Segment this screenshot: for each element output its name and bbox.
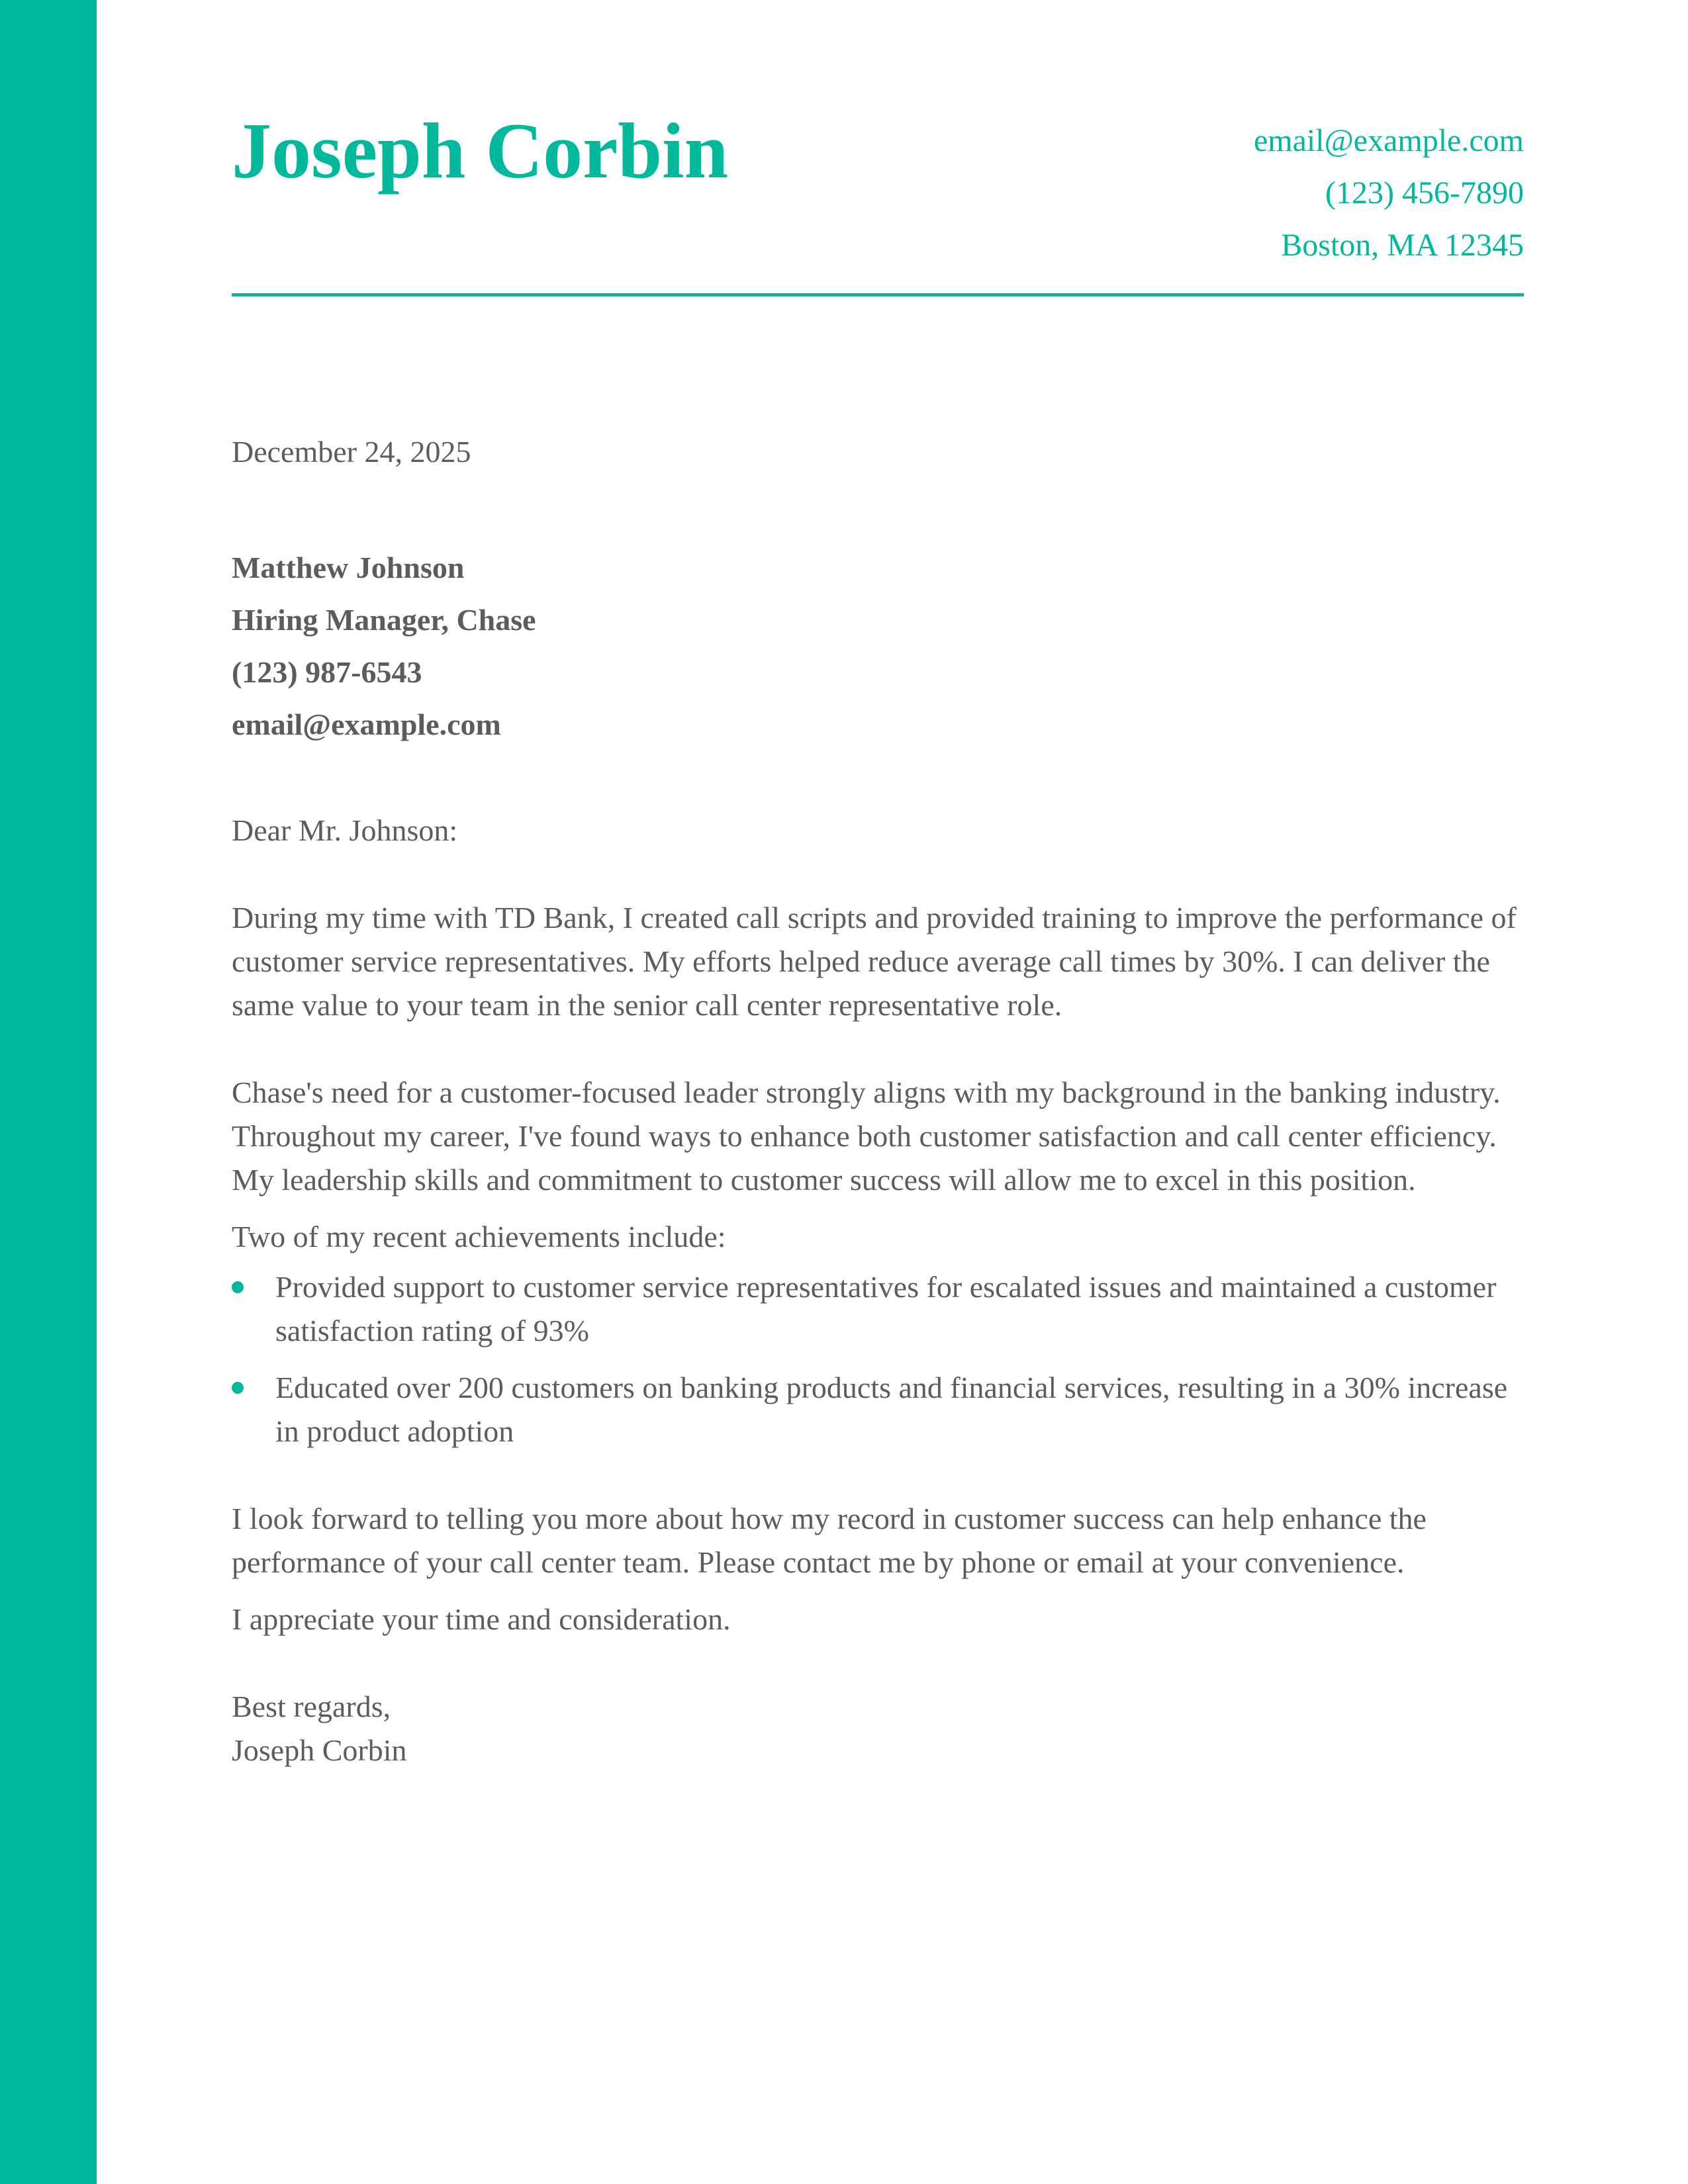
letter-date: December 24, 2025 xyxy=(232,435,471,469)
recipient-title: Hiring Manager, Chase xyxy=(232,603,536,637)
signature-name: Joseph Corbin xyxy=(232,1733,407,1767)
header-divider xyxy=(232,293,1524,296)
recipient-phone: (123) 987-6543 xyxy=(232,655,422,689)
closing-block xyxy=(232,1685,1524,1772)
list-item xyxy=(232,1366,1524,1453)
letter-header xyxy=(232,0,1524,296)
recipient-email: email@example.com xyxy=(232,707,501,741)
salutation: Dear Mr. Johnson: xyxy=(232,813,458,847)
sender-phone: (123) 456-7890 xyxy=(1325,175,1524,210)
sender-location: Boston, MA 12345 xyxy=(1281,228,1524,263)
sender-email: email@example.com xyxy=(1253,123,1524,158)
appreciation-line: I appreciate your time and consideration. xyxy=(232,1602,731,1636)
letter-body xyxy=(232,809,1524,1772)
list-item xyxy=(232,1265,1524,1353)
body-paragraph: I look forward to telling you more about how my record in customer success can help enhance the performance of your call center team. Please contact me by phone or email at your convenience. xyxy=(232,1502,1427,1579)
achievement-text: Educated over 200 customers on banking products and financial services, resulting in a 30% increase in product adoption xyxy=(275,1371,1508,1448)
accent-sidebar xyxy=(0,0,97,2184)
bullet-icon xyxy=(232,1382,244,1394)
sender-name: Joseph Corbin xyxy=(232,107,729,195)
closing-phrase: Best regards, xyxy=(232,1690,391,1723)
achievements-intro: Two of my recent achievements include: xyxy=(232,1220,726,1253)
achievements-list xyxy=(232,1265,1524,1453)
bullet-icon xyxy=(232,1281,244,1293)
achievement-text: Provided support to customer service representatives for escalated issues and maintained a customer satisfaction rating of 93% xyxy=(275,1270,1497,1347)
sender-contact xyxy=(1254,114,1524,271)
cover-letter xyxy=(232,0,1524,1767)
recipient-name: Matthew Johnson xyxy=(232,551,465,584)
recipient-block xyxy=(232,541,536,751)
body-paragraph: During my time with TD Bank, I created call scripts and provided training to improve the performance of customer service representatives. My efforts helped reduce average call times by 30%. I can deliver the same value to your team in the senior call center representative role. xyxy=(232,901,1517,1022)
body-paragraph: Chase's need for a customer-focused leader strongly aligns with my background in the banking industry. Throughout my career, I've found ways to enhance both customer satisfaction and call center efficiency. My leadership skills and commitment to customer success will allow me to excel in this position. xyxy=(232,1075,1501,1197)
